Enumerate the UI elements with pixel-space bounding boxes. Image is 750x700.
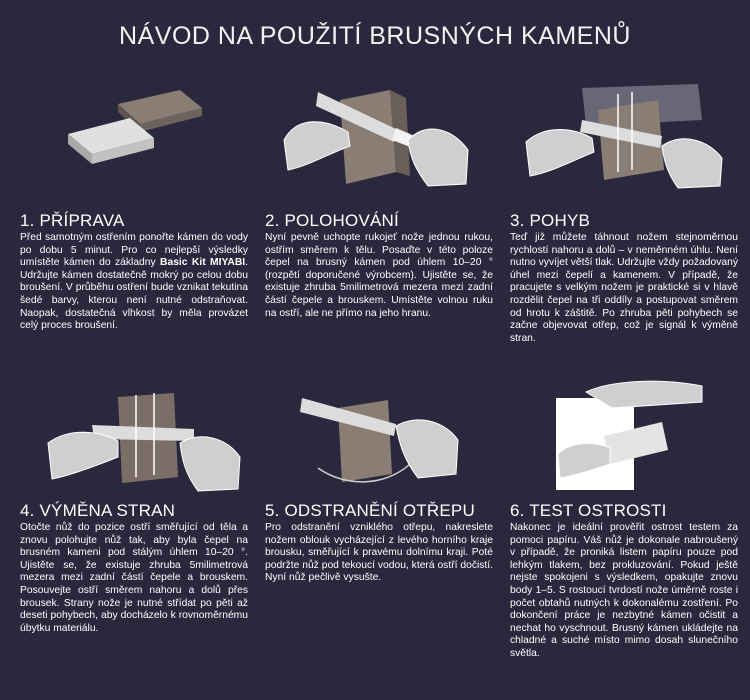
step-text: Nyní pevně uchopte rukojeť nože jednou rukou, ostřím směrem k tělu. Posaďte v této poloze čepel na brusný kámen pod úhlem 10–20 ° (rozpětí doporučené výrobcem). Ujistěte se, že existuje zhruba 5milimetrová mezera mezi zadní částí čepele a brouskem. Umístěte volnou ruku na ostří, ale ne přímo na jeho hranu. (265, 232, 493, 319)
step-preparation (20, 212, 248, 333)
step-text: Před samotným ostřením ponořte kámen do vody po dobu 5 minut. Pro co nejlepší výsledky umístěte kámen do základny Basic Kit MIYABI. Udržujte kámen dostatečně mokrý po celou dobu broušení. V průběhu ostření bude vznikat tekutina šedé barvy, kterou není nutné odstraňovat. Naopak, dostatečná vlhkost by měla provázet celý proces broušení. (20, 232, 248, 332)
step-heading: 2. POLOHOVÁNÍ (265, 211, 399, 230)
step-text: Nakonec je ideální prověřit ostrost testem za pomoci papíru. Váš nůž je dokonale nabroušený v případě, že proniká listem papíru pouze pod lehkým tlakem, bez prokluzování. Pokud ještě nejste spokojeni s výsledkem, opakujte znovu body 1–5. S rostoucí tvrdostí nože úměrně roste i počet obtahů nutných k dokonalému zostření. Po dokončení práce je nezbytné kámen očistit a nechat ho vyschnout. Brusný kámen ukládejte na chladné a suché místo mimo dosah slunečního světla. (510, 522, 738, 659)
step-heading: 6. TEST OSTROSTI (510, 501, 667, 520)
step-switch-sides (20, 502, 248, 635)
step-positioning (265, 212, 493, 320)
step-sharpness-test (510, 502, 738, 661)
step-heading: 5. ODSTRANĚNÍ OTŘEPU (265, 501, 475, 520)
switch-sides-illustration (44, 385, 244, 495)
step-text: Pro odstranění vzniklého otřepu, nakreslete nožem oblouk vycházející z levého horního kraje brousku, směřující k pravému dolnímu kraji. Poté podržte nůž pod tekoucí vodou, která ostří dočistí. Nyní nůž pečlivě vysušte. (265, 522, 493, 584)
step-text: Teď již můžete táhnout nožem stejnoměrnou rychlostí nahoru a dolů – v neměnném úhlu. Není nutno vyvíjet větší tlak. Udržujte vždy požadovaný úhel mezi čepelí a kamenem. V případě, že pracujete s velkým nožem je praktické si v hlavě rozdělit čepel na tři oddíly a postupovat směrem od hrotu k záštitě. Po zhruba pěti pohybech se začne objevovat otřep, což je signál k výměně stran. (510, 232, 738, 344)
deburr-illustration (286, 378, 466, 498)
step-heading: 4. VÝMĚNA STRAN (20, 501, 176, 520)
positioning-illustration (278, 80, 478, 190)
step-movement (510, 212, 738, 345)
paper-test-illustration (552, 378, 722, 490)
step-deburr (265, 502, 493, 585)
stones-illustration (60, 82, 210, 167)
page-title: NÁVOD NA POUŽITÍ BRUSNÝCH KAMENŮ (119, 22, 631, 50)
step-heading: 1. PŘÍPRAVA (20, 211, 125, 230)
step-text: Otočte nůž do pozice ostří směřující od těla a znovu polohujte nůž tak, aby byla čepel na brusném kameni pod stálým úhlem 10–20 °. Ujistěte se, že existuje zhruba 5milimetrová mezera mezi zadní částí čepele a brouskem. Posouvejte ostří směrem nahoru a dolů přes brousek. Strany nože je nutné střídat po pěti až deseti pohybech, aby docházelo k rovnoměrnému úbytku materiálu. (20, 522, 248, 634)
product-name: Basic Kit MIYABI (160, 257, 246, 269)
movement-illustration (522, 80, 732, 190)
step-heading: 3. POHYB (510, 211, 591, 230)
